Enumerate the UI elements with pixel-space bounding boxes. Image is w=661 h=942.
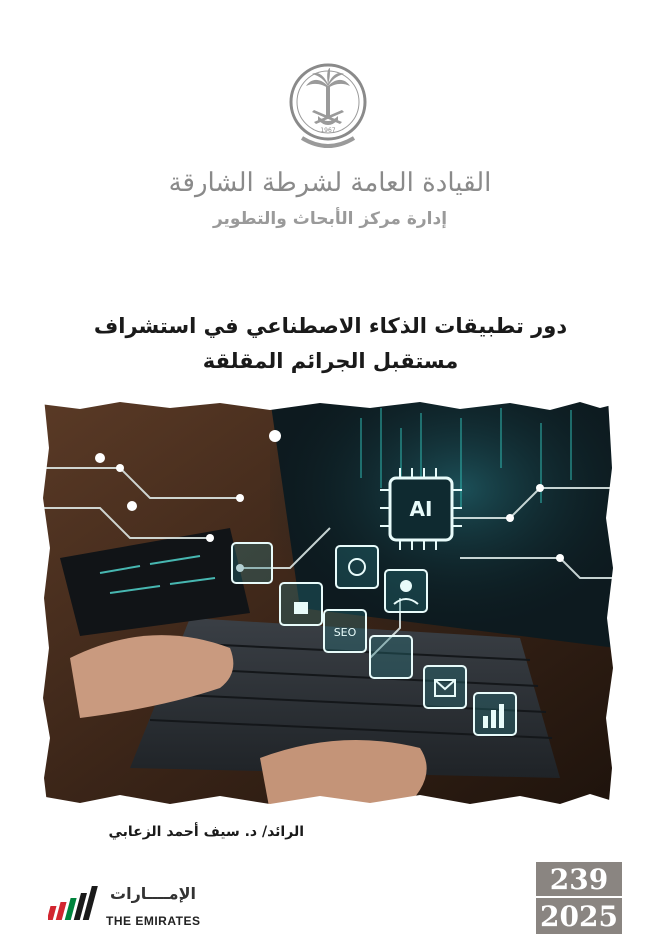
department-name: إدارة مركز الأبحاث والتطوير bbox=[212, 209, 448, 229]
phone-tile-icon bbox=[232, 543, 272, 583]
cover-illustration bbox=[40, 398, 616, 812]
ai-chip-icon bbox=[380, 468, 462, 550]
brand-english-name: THE EMIRATES bbox=[106, 914, 201, 928]
settings-tile-icon bbox=[336, 546, 378, 588]
mail-tile-icon bbox=[424, 666, 466, 708]
svg-text:AI: AI bbox=[409, 497, 433, 521]
police-emblem bbox=[288, 60, 368, 156]
scales-tile-icon bbox=[370, 636, 412, 678]
document-title-line-1: دور تطبيقات الذكاء الاصطناعي في استشراف bbox=[93, 314, 568, 338]
cover-image bbox=[40, 398, 616, 812]
svg-text:1967: 1967 bbox=[320, 127, 336, 134]
organization-name: القيادة العامة لشرطة الشارقة bbox=[168, 168, 492, 198]
issue-number: 239 bbox=[536, 862, 622, 896]
svg-text:SEO: SEO bbox=[333, 626, 357, 639]
document-title-line-2: مستقبل الجرائم المقلقة bbox=[202, 349, 459, 373]
brand-arabic-name: الإمــــارات bbox=[110, 884, 196, 903]
issue-year: 2025 bbox=[536, 898, 622, 934]
author-name: الرائد/ د. سيف أحمد الزعابي bbox=[108, 824, 304, 840]
